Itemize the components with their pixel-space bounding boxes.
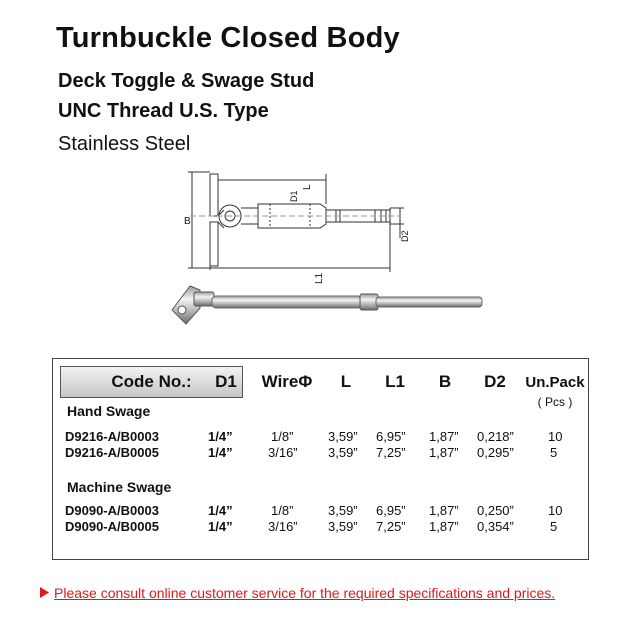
pack-unit: ( Pcs )	[537, 395, 573, 409]
cell-pack: 5	[550, 445, 558, 460]
cell-d2: 0,354”	[477, 519, 514, 534]
cell-wire: 1/8”	[271, 503, 294, 518]
cell-code: D9090-A/B0003	[65, 503, 159, 518]
cell-d2: 0,295”	[477, 445, 514, 460]
table-row	[53, 503, 588, 518]
code-header: Code No.:	[60, 366, 243, 398]
cell-d2: 0,218”	[477, 429, 514, 444]
cell-l: 3,59”	[328, 519, 358, 534]
subtitle-thread-type: UNC Thread U.S. Type	[58, 100, 269, 122]
cell-l1: 7,25”	[376, 519, 406, 534]
page-title: Turnbuckle Closed Body	[56, 22, 400, 54]
cell-d1: 1/4”	[208, 519, 233, 534]
cell-l1: 6,95”	[376, 503, 406, 518]
cell-d2: 0,250”	[477, 503, 514, 518]
cell-d1: 1/4”	[208, 445, 233, 460]
col-header-d2: D2	[484, 372, 506, 391]
cell-pack: 5	[550, 519, 558, 534]
cell-wire: 3/16”	[268, 519, 298, 534]
cell-pack: 10	[548, 503, 563, 518]
turnbuckle-photo	[172, 286, 482, 324]
cell-d1: 1/4”	[208, 429, 233, 444]
cell-code: D9216-A/B0003	[65, 429, 159, 444]
cell-l: 3,59”	[328, 503, 358, 518]
cell-b: 1,87”	[429, 445, 459, 460]
group-label-machine-swage: Machine Swage	[67, 479, 172, 495]
cell-b: 1,87”	[429, 429, 459, 444]
dim-label-l: L	[302, 184, 313, 190]
cell-code: D9216-A/B0005	[65, 445, 159, 460]
triangle-pointer-icon	[40, 587, 49, 598]
cell-b: 1,87”	[429, 519, 459, 534]
spec-table	[52, 358, 589, 560]
table-row	[53, 429, 588, 444]
cell-wire: 1/8”	[271, 429, 294, 444]
consult-note[interactable]	[40, 585, 555, 601]
col-header-b: B	[438, 372, 452, 391]
dim-label-b: B	[184, 216, 191, 227]
cell-pack: 10	[548, 429, 563, 444]
col-header-wire: WireΦ	[261, 372, 313, 391]
table-row	[53, 519, 588, 534]
dim-label-l1: L1	[314, 272, 325, 284]
cell-d1: 1/4”	[208, 503, 233, 518]
cell-code: D9090-A/B0005	[65, 519, 159, 534]
cell-l1: 6,95”	[376, 429, 406, 444]
col-header-pack: Un.Pack	[525, 374, 585, 391]
col-header-d1: D1	[215, 372, 237, 391]
cell-wire: 3/16”	[268, 445, 298, 460]
subtitle-material: Stainless Steel	[58, 133, 191, 155]
col-header-l1: L1	[385, 372, 405, 391]
col-header-l: L	[340, 372, 352, 391]
group-label-hand-swage: Hand Swage	[67, 403, 151, 419]
cell-l: 3,59”	[328, 445, 358, 460]
cell-b: 1,87”	[429, 503, 459, 518]
dim-label-d1: D1	[289, 190, 299, 202]
consult-note-text: Please consult online customer service for the required specifications and prices.	[54, 585, 556, 601]
turnbuckle-drawing	[150, 160, 490, 340]
subtitle-toggle-stud: Deck Toggle & Swage Stud	[58, 70, 315, 92]
table-row	[53, 445, 588, 460]
technical-drawing	[188, 172, 404, 272]
dim-label-d2: D2	[400, 230, 410, 242]
cell-l: 3,59”	[328, 429, 358, 444]
cell-l1: 7,25”	[376, 445, 406, 460]
